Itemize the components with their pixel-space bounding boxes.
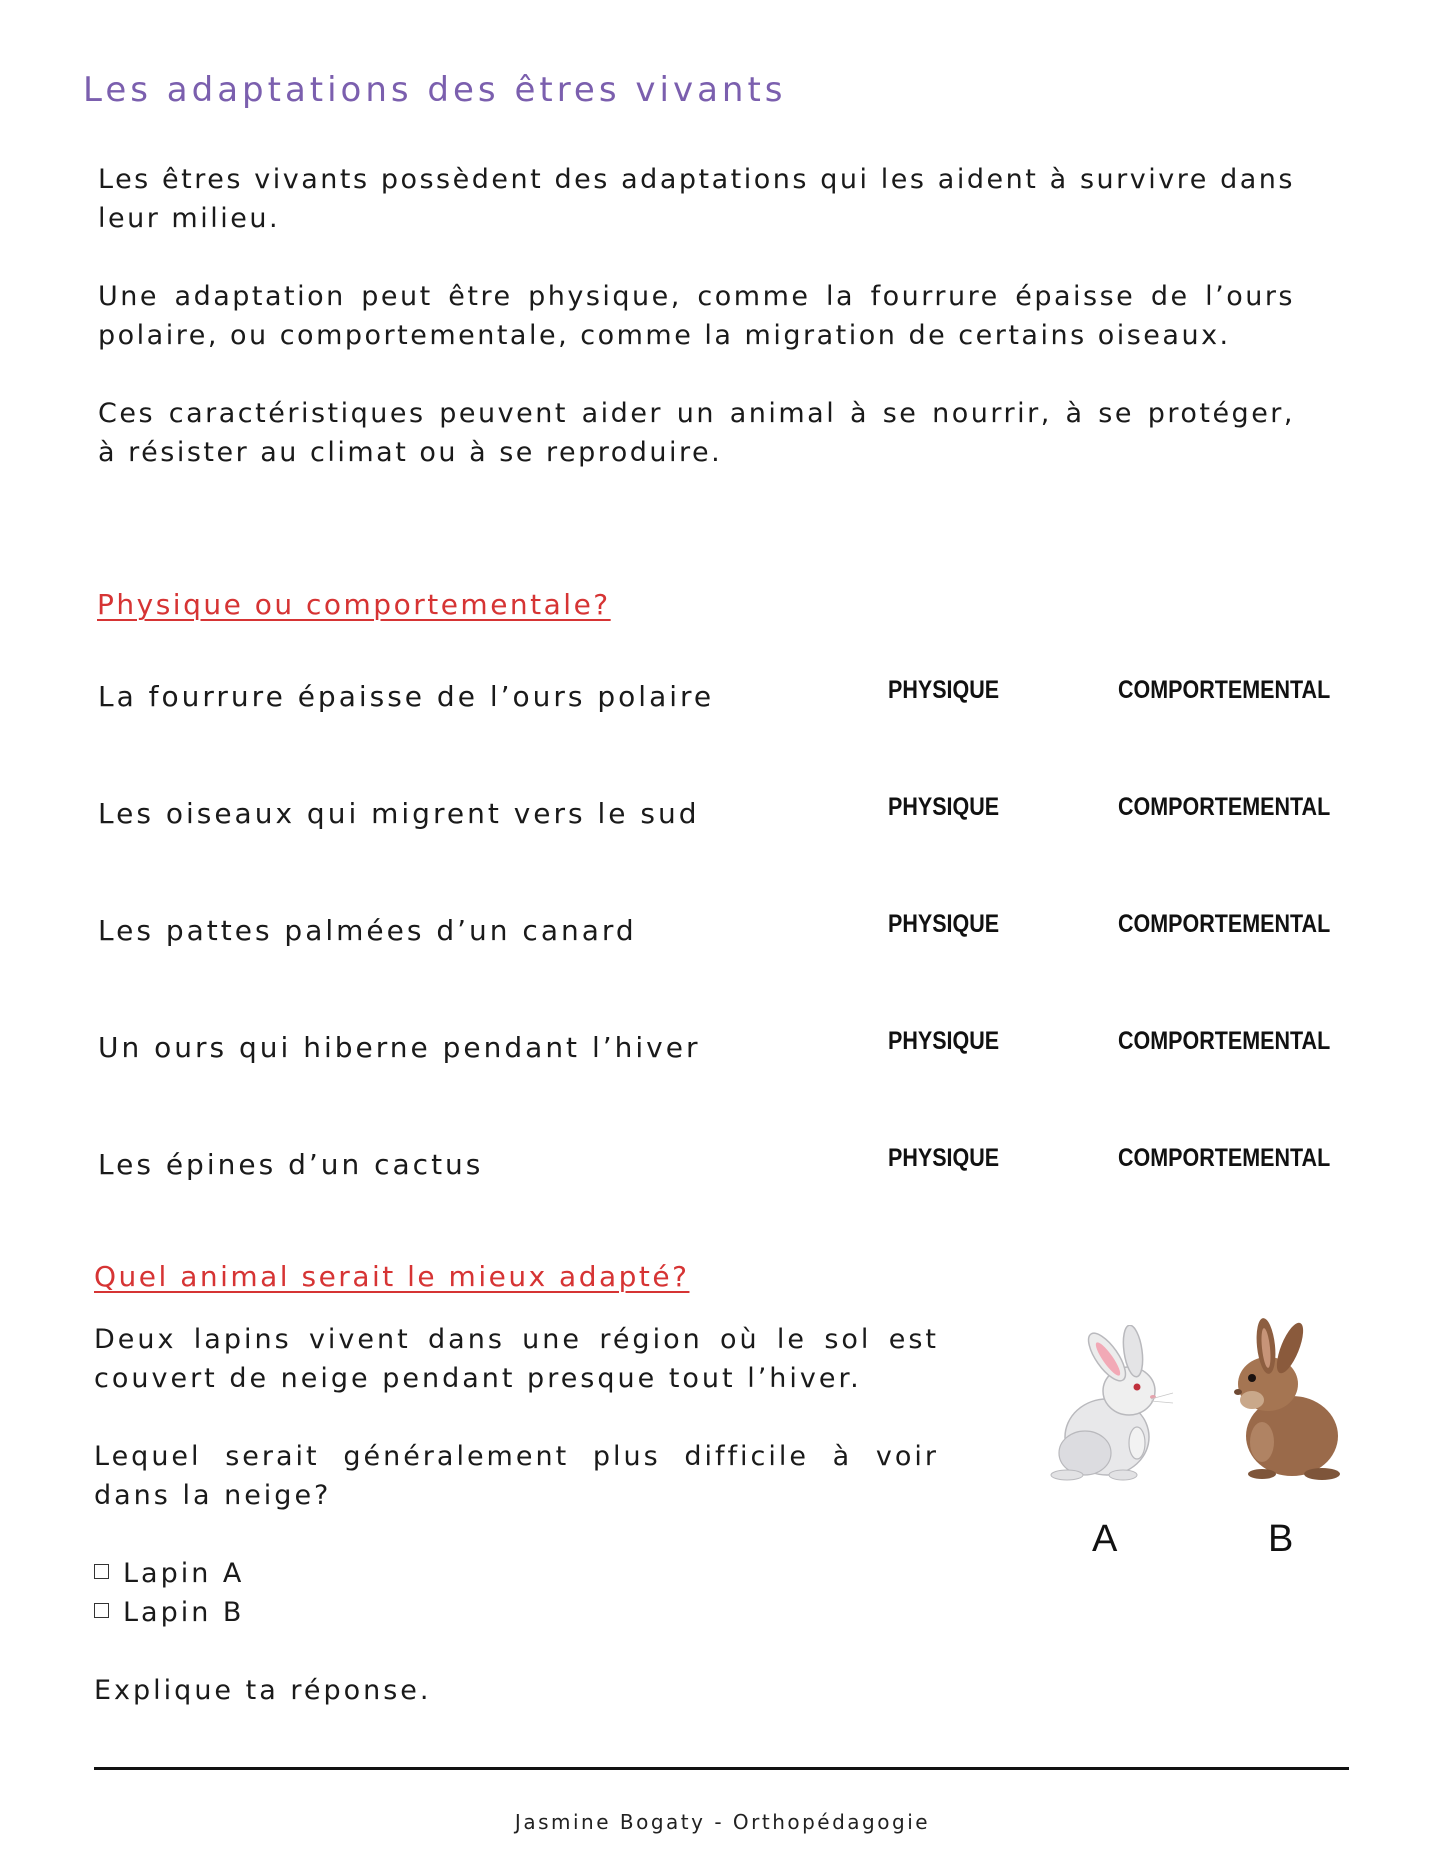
option-comportemental[interactable]: COMPORTEMENTAL <box>1118 1144 1331 1172</box>
rabbit-a-label: A <box>1092 1518 1118 1560</box>
section2-heading: Quel animal serait le mieux adapté? <box>94 1260 690 1293</box>
question-row <box>98 910 1348 954</box>
choice-lapin-a[interactable]: Lapin A <box>94 1554 939 1593</box>
question-label: Les épines d’un cactus <box>98 1148 484 1181</box>
checkbox-icon[interactable] <box>94 1564 109 1579</box>
footer-credit: Jasmine Bogaty - Orthopédagogie <box>514 1810 931 1834</box>
white-rabbit-image <box>1045 1325 1175 1485</box>
question2-paragraph: Deux lapins vivent dans une région où le sol est couvert de neige pendant presque tout l’hiver. <box>94 1324 939 1394</box>
page-title: Les adaptations des êtres vivants <box>83 70 787 110</box>
checkbox-icon[interactable] <box>94 1603 109 1618</box>
intro-paragraph: Ces caractéristiques peuvent aider un animal à se nourrir, à se protéger, à résister au climat ou à se reproduire. <box>98 398 1295 468</box>
question2-text <box>94 1320 939 1749</box>
intro-paragraph: Une adaptation peut être physique, comme la fourrure épaisse de l’ours polaire, ou comportementale, comme la migration de certains oiseaux. <box>98 281 1295 351</box>
question-label: La fourrure épaisse de l’ours polaire <box>98 680 715 713</box>
question-label: Les pattes palmées d’un canard <box>98 914 637 947</box>
option-comportemental[interactable]: COMPORTEMENTAL <box>1118 676 1331 704</box>
intro-paragraph: Les êtres vivants possèdent des adaptations qui les aident à survivre dans leur milieu. <box>98 164 1295 234</box>
choice-lapin-b[interactable]: Lapin B <box>94 1593 939 1632</box>
option-physique[interactable]: PHYSIQUE <box>888 793 1000 821</box>
brown-rabbit-image <box>1222 1318 1352 1483</box>
question-row <box>98 793 1348 837</box>
option-physique[interactable]: PHYSIQUE <box>888 676 1000 704</box>
option-comportemental[interactable]: COMPORTEMENTAL <box>1118 793 1331 821</box>
question-row <box>98 676 1348 720</box>
option-physique[interactable]: PHYSIQUE <box>888 1027 1000 1055</box>
question-label: Un ours qui hiberne pendant l’hiver <box>98 1031 701 1064</box>
intro-text <box>98 160 1295 511</box>
rabbit-b-label: B <box>1268 1518 1294 1560</box>
option-physique[interactable]: PHYSIQUE <box>888 1144 1000 1172</box>
answer-line[interactable] <box>94 1767 1349 1770</box>
question-row <box>98 1027 1348 1071</box>
option-physique[interactable]: PHYSIQUE <box>888 910 1000 938</box>
section1-heading: Physique ou comportementale? <box>97 588 611 621</box>
explain-prompt: Explique ta réponse. <box>94 1675 432 1706</box>
option-comportemental[interactable]: COMPORTEMENTAL <box>1118 1027 1331 1055</box>
question2-paragraph: Lequel serait généralement plus difficile à voir dans la neige? <box>94 1441 939 1511</box>
option-comportemental[interactable]: COMPORTEMENTAL <box>1118 910 1331 938</box>
question-row <box>98 1144 1348 1188</box>
question-label: Les oiseaux qui migrent vers le sud <box>98 797 700 830</box>
